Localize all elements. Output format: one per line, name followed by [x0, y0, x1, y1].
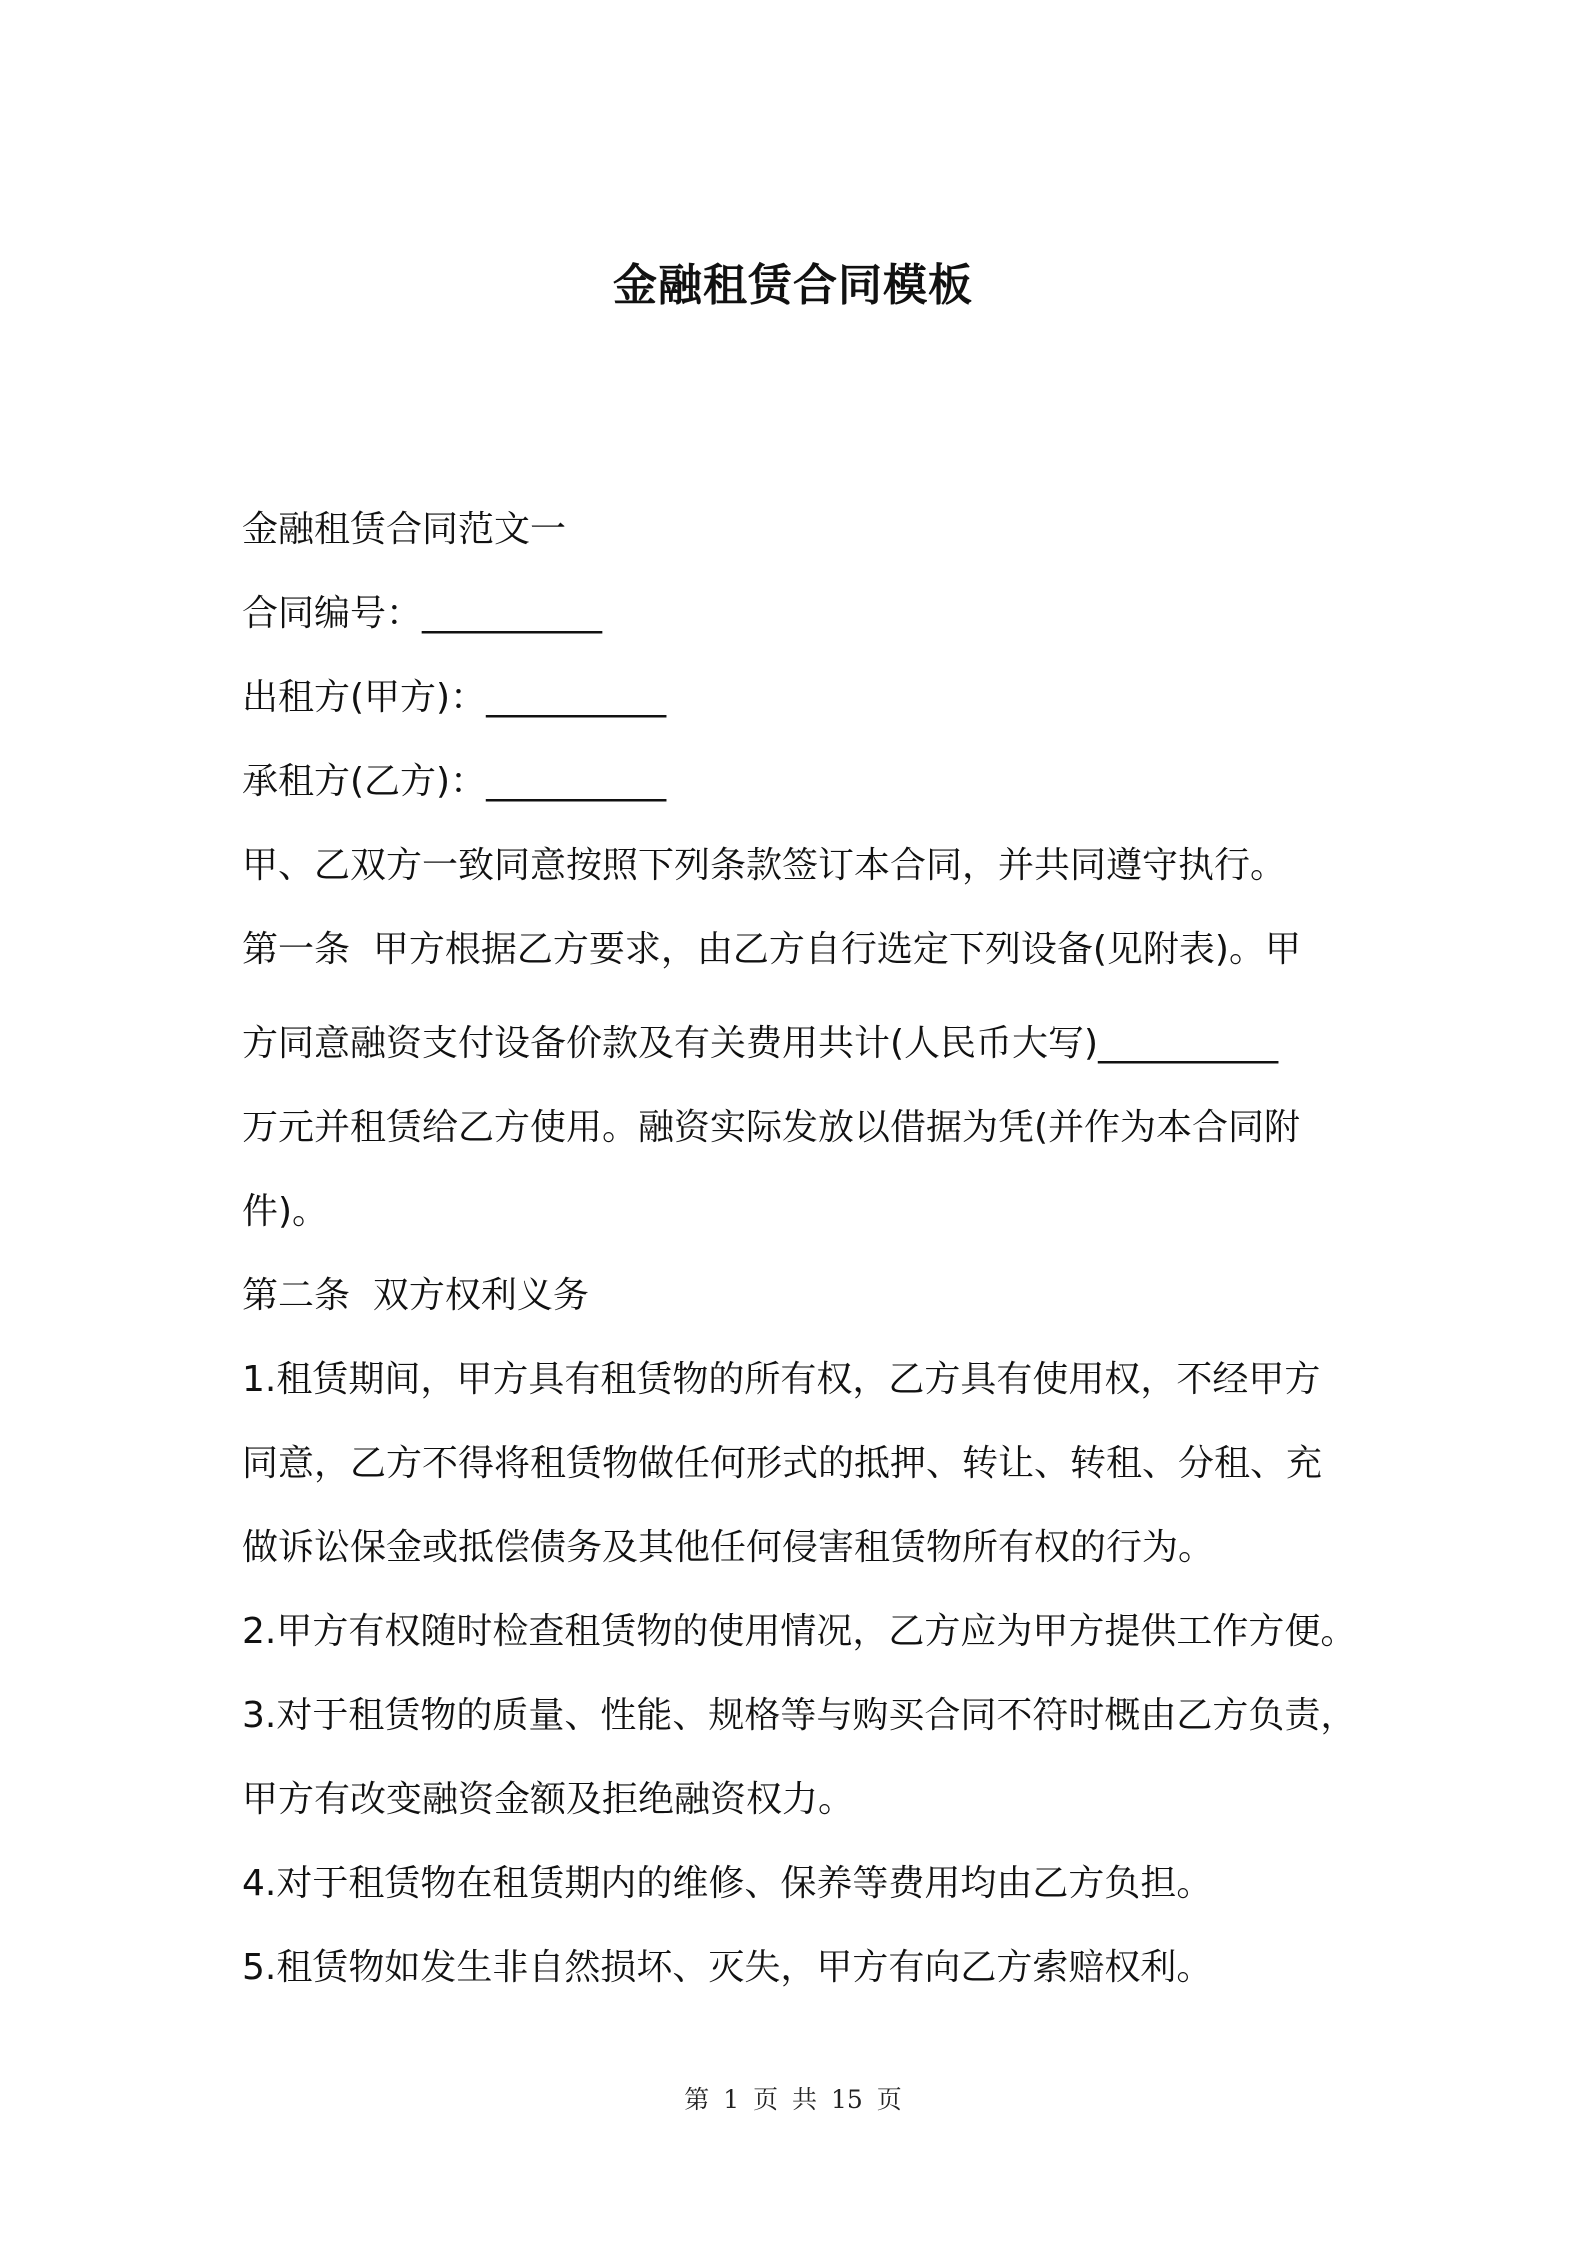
document-body — [242, 488, 1372, 2010]
article-one-line-2: 方同意融资支付设备价款及有关费用共计(人民币大写)__________ — [242, 1023, 1279, 1064]
document-title: 金融租赁合同模板 — [613, 260, 973, 311]
clause-3-line-2: 甲方有改变融资金额及拒绝融资权力。 — [242, 1779, 855, 1820]
section-heading: 金融租赁合同范文一 — [242, 509, 567, 550]
lessor-line: 出租方(甲方)：__________ — [242, 677, 667, 718]
clause-2-line: 2.甲方有权随时检查租赁物的使用情况，乙方应为甲方提供工作方便。 — [242, 1611, 1357, 1652]
article-one-line-3: 万元并租赁给乙方使用。融资实际发放以借据为凭(并作为本合同附 — [242, 1107, 1301, 1148]
clause-1-line-2: 同意，乙方不得将租赁物做任何形式的抵押、转让、转租、分租、充 — [242, 1443, 1323, 1484]
agreement-line: 甲、乙双方一致同意按照下列条款签订本合同，并共同遵守执行。 — [242, 845, 1287, 886]
article-two-heading: 第二条 双方权利义务 — [242, 1275, 589, 1316]
page-number-footer: 第 1 页 共 15 页 — [684, 2085, 902, 2114]
clause-5-line: 5.租赁物如发生非自然损坏、灭失，甲方有向乙方索赔权利。 — [242, 1947, 1213, 1988]
clause-3-line-1: 3.对于租赁物的质量、性能、规格等与购买合同不符时概由乙方负责， — [242, 1695, 1357, 1736]
clause-4-line: 4.对于租赁物在租赁期内的维修、保养等费用均由乙方负担。 — [242, 1863, 1213, 1904]
clause-1-line-3: 做诉讼保金或抵偿债务及其他任何侵害租赁物所有权的行为。 — [242, 1527, 1215, 1568]
article-one-line-1: 第一条 甲方根据乙方要求，由乙方自行选定下列设备(见附表)。甲 — [242, 929, 1301, 970]
article-one-line-4: 件)。 — [242, 1191, 329, 1232]
contract-number-line: 合同编号：__________ — [242, 593, 603, 634]
lessee-line: 承租方(乙方)：__________ — [242, 761, 667, 802]
clause-1-line-1: 1.租赁期间，甲方具有租赁物的所有权，乙方具有使用权，不经甲方 — [242, 1359, 1321, 1400]
